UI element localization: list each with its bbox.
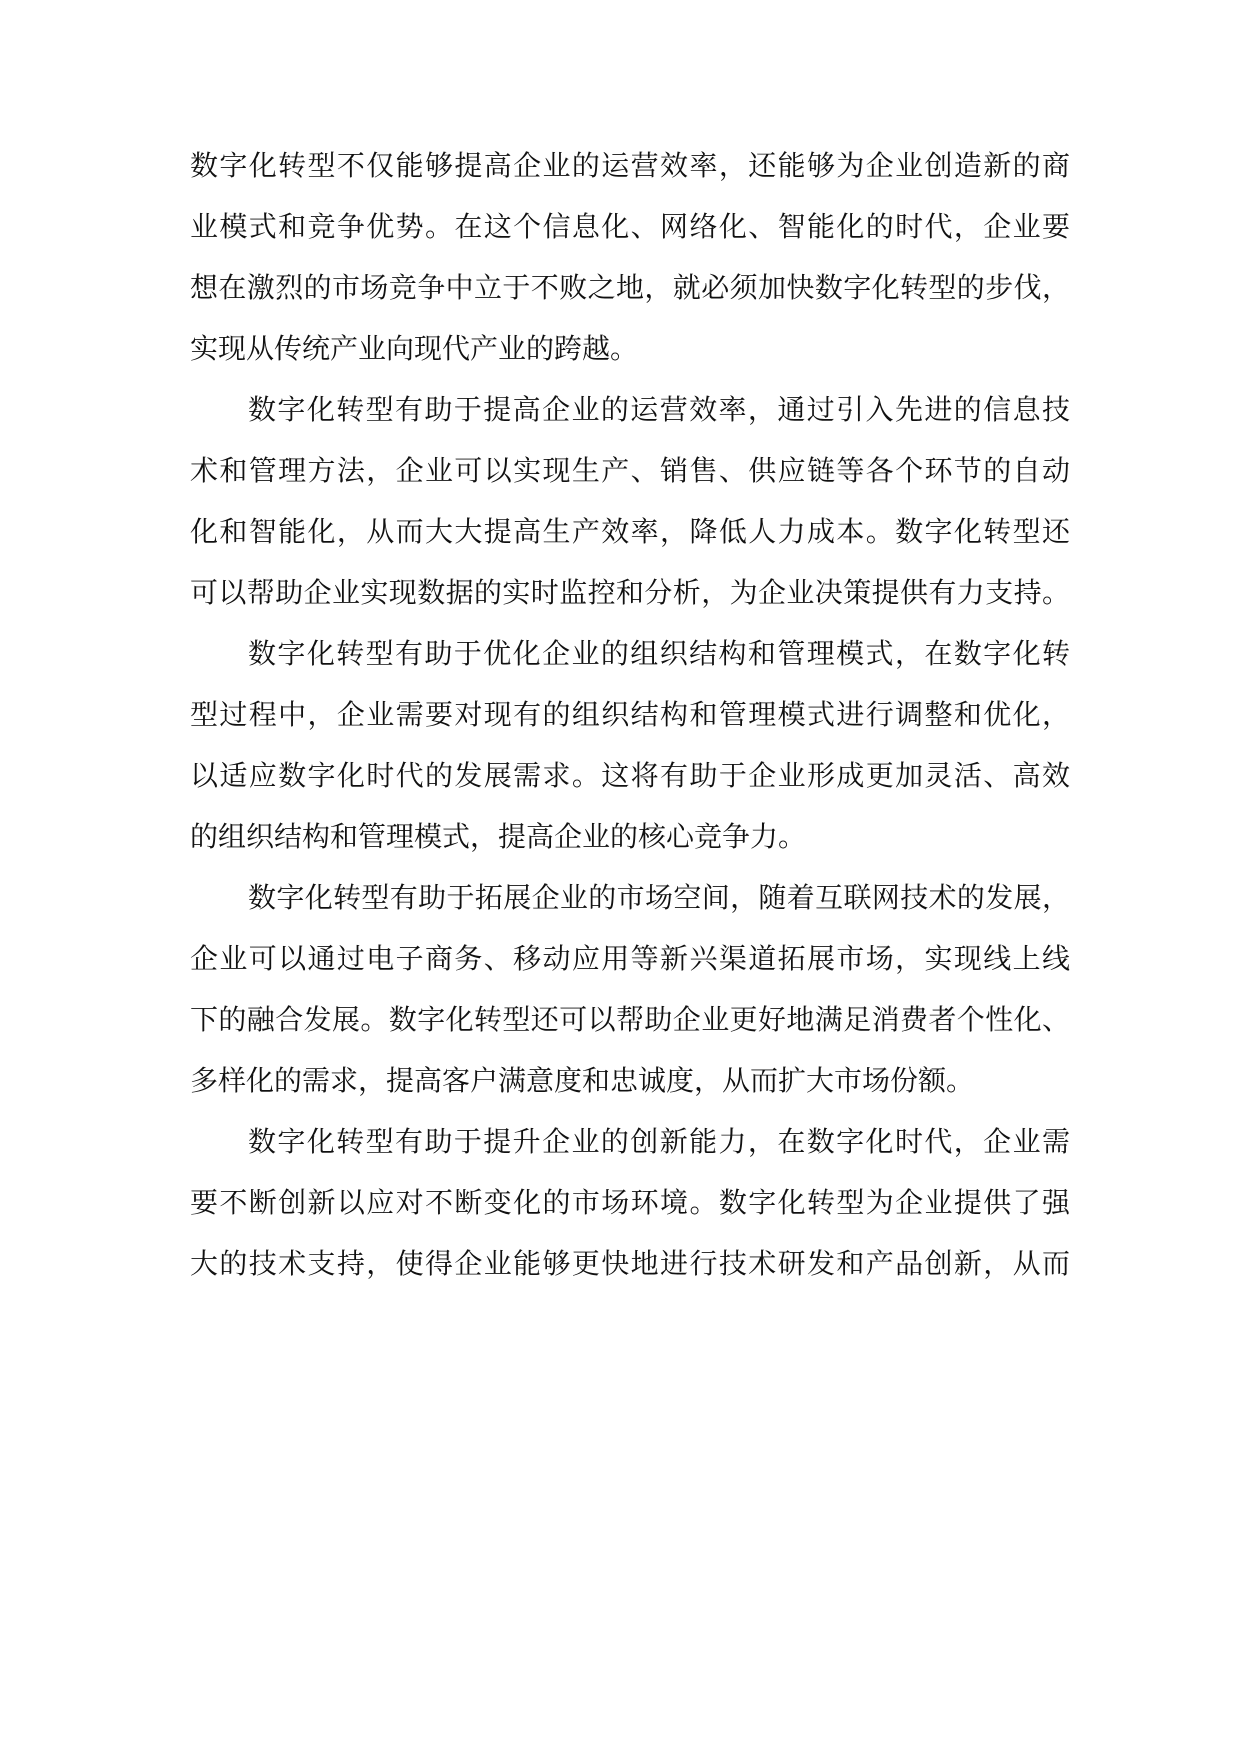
- text-line: 的组织结构和管理模式，提高企业的核心竞争力。: [190, 820, 807, 853]
- text-line: 数字化转型有助于提高企业的运营效率，通过引入先进的信息技: [248, 393, 1070, 426]
- text-line: 实现从传统产业向现代产业的跨越。: [190, 332, 639, 365]
- text-line: 型过程中，企业需要对现有的组织结构和管理模式进行调整和优化，: [190, 698, 1070, 731]
- text-line: 术和管理方法，企业可以实现生产、销售、供应链等各个环节的自动: [190, 454, 1070, 487]
- paragraph: [190, 623, 1070, 867]
- text-line: 要不断创新以应对不断变化的市场环境。数字化转型为企业提供了强: [190, 1186, 1070, 1219]
- text-line: 企业可以通过电子商务、移动应用等新兴渠道拓展市场，实现线上线: [190, 942, 1070, 975]
- text-line: 数字化转型有助于提升企业的创新能力，在数字化时代，企业需: [248, 1125, 1070, 1158]
- text-line: 大的技术支持，使得企业能够更快地进行技术研发和产品创新，从而: [190, 1247, 1070, 1280]
- text-line: 业模式和竞争优势。在这个信息化、网络化、智能化的时代，企业要: [190, 210, 1070, 243]
- text-line: 数字化转型有助于优化企业的组织结构和管理模式，在数字化转: [248, 637, 1070, 670]
- text-line: 以适应数字化时代的发展需求。这将有助于企业形成更加灵活、高效: [190, 759, 1070, 792]
- text-line: 多样化的需求，提高客户满意度和忠诚度，从而扩大市场份额。: [190, 1064, 975, 1097]
- text-line: 化和智能化，从而大大提高生产效率，降低人力成本。数字化转型还: [190, 515, 1070, 548]
- paragraph: [190, 867, 1070, 1111]
- paragraph: [190, 135, 1070, 379]
- text-line: 数字化转型不仅能够提高企业的运营效率，还能够为企业创造新的商: [190, 149, 1070, 182]
- text-line: 下的融合发展。数字化转型还可以帮助企业更好地满足消费者个性化、: [190, 1003, 1070, 1036]
- text-line: 可以帮助企业实现数据的实时监控和分析，为企业决策提供有力支持。: [190, 576, 1070, 609]
- paragraph: [190, 1111, 1070, 1294]
- text-line: 想在激烈的市场竞争中立于不败之地，就必须加快数字化转型的步伐，: [190, 271, 1070, 304]
- text-line: 数字化转型有助于拓展企业的市场空间，随着互联网技术的发展，: [248, 881, 1070, 914]
- body-text: [190, 135, 1070, 1294]
- paragraph: [190, 379, 1070, 623]
